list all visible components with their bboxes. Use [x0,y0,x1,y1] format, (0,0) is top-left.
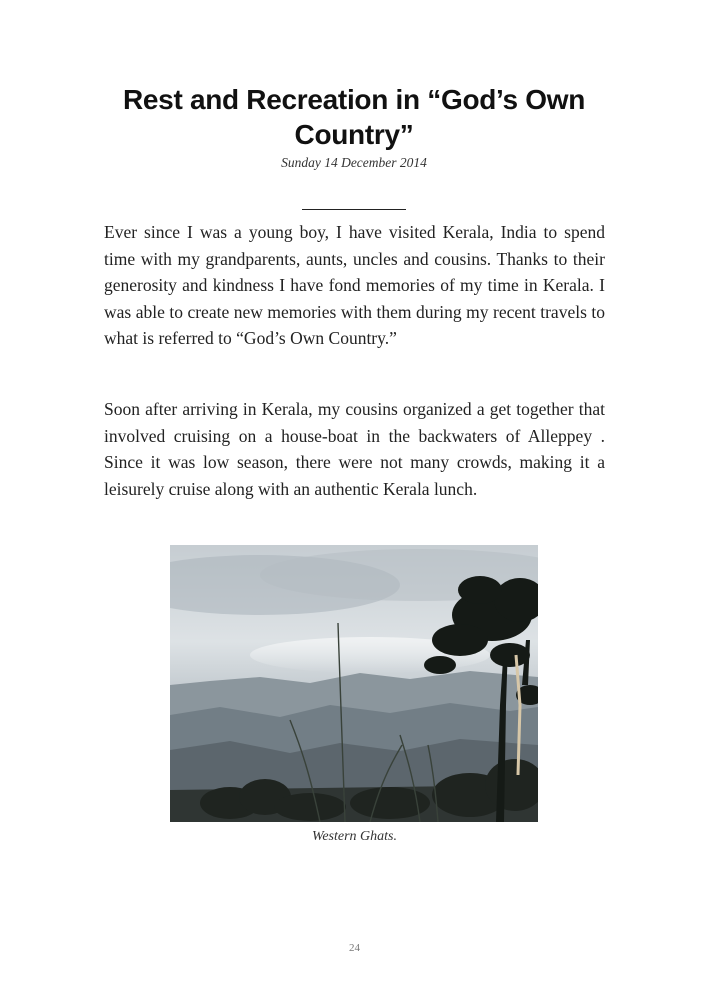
figure-caption: Western Ghats. [311,829,398,844]
body-paragraph-1: Ever since I was a young boy, I have visited Kerala, India to spend time with my grandparents, aunts, uncles and cousins. Thanks to their generosity and kindness I have fond memories of my time in Kerala. I was able to create new memories with them during my recent travels to what is referred to “God’s Own Country.” [104,222,605,349]
article-title: Rest and Recreation in “God’s Own Country” [122,84,586,150]
article-date: Sunday 14 December 2014 [281,155,427,170]
page-number: 24 [349,942,360,954]
western-ghats-photo [170,545,538,822]
title-divider [302,209,406,210]
body-paragraph-2: Soon after arriving in Kerala, my cousins organized a get together that involved cruising on a house-boat in the backwaters of Alleppey . Since it was low season, there were not many crowds, making it a leisurely cruise along with an authentic Kerala lunch. [104,399,605,499]
